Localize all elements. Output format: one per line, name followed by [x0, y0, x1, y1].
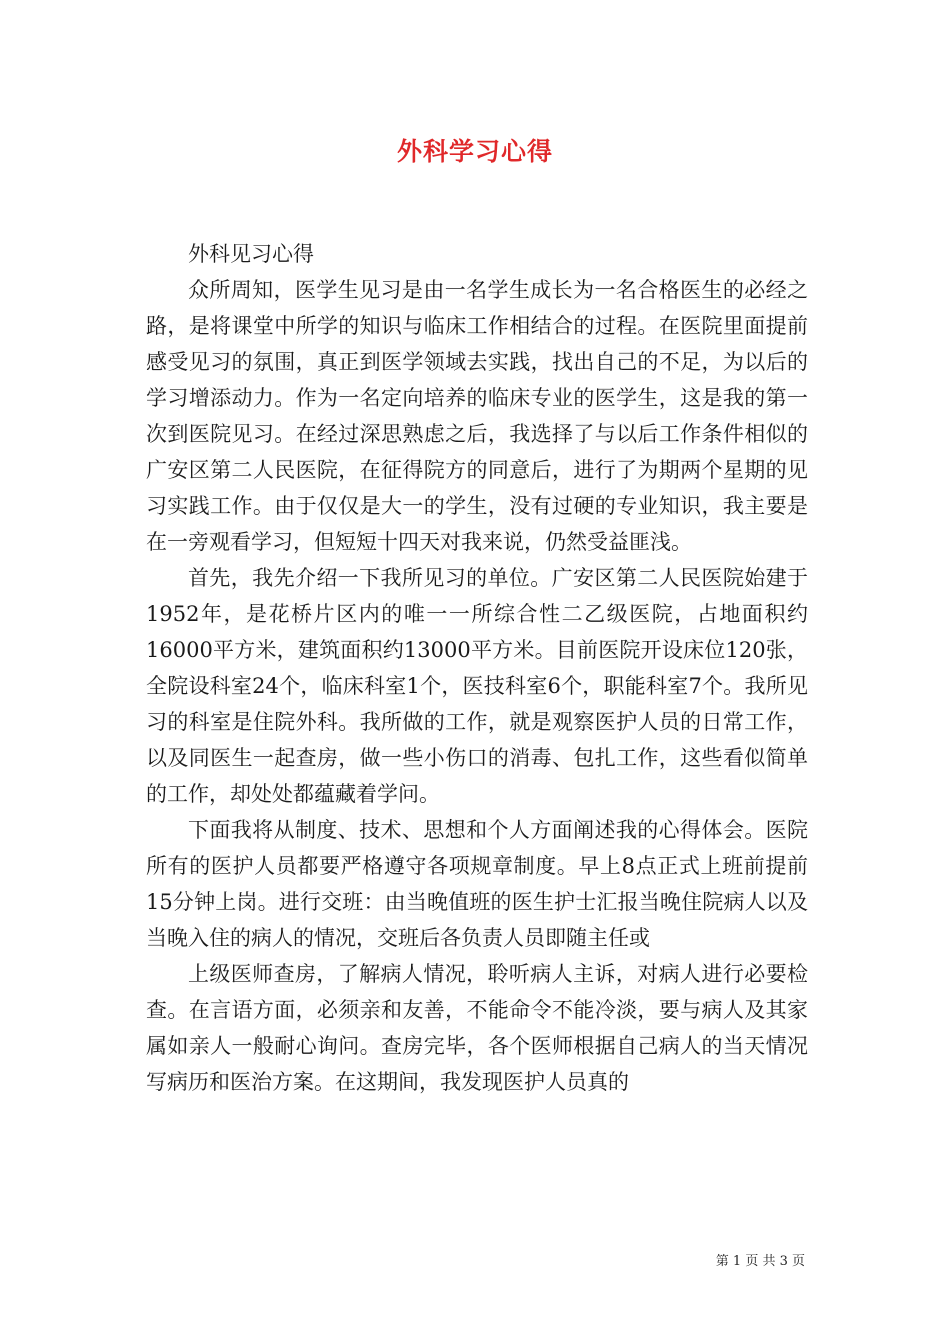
document-body	[146, 236, 808, 1100]
section-subtitle: 外科见习心得	[188, 242, 314, 266]
paragraph-continuation: 医院所有的医护人员都要严格遵守各项规章制度。早上8点正式上班前提前15分钟上岗。进行交班：由当晚值班的医生护士汇报当晚住院病人以及当晚入住的病人的情况，交班后各负责人员即随主任或	[146, 818, 809, 950]
paragraph: 上级医师查房，了解病人情况，聆听病人主诉，对病人进行必要检查。在言语方面，必须亲和友善，不能命令不能冷淡，要与病人及其家属如亲人一般耐心询问。查房完毕，各个医师根据自己病人的当天情况写病历和医治方案。在这期间，我发现医护人员真的	[146, 962, 808, 1094]
document-title: 外科学习心得	[396, 137, 553, 166]
paragraph	[146, 812, 808, 956]
paragraph: 众所周知，医学生见习是由一名学生成长为一名合格医生的必经之路，是将课堂中所学的知识与临床工作相结合的过程。在医院里面提前感受见习的氛围，真正到医学领域去实践，找出自己的不足，为以后的学习增添动力。作为一名定向培养的临床专业的医学生，这是我的第一次到医院见习。在经过深思熟虑之后，我选择了与以后工作条件相似的广安区第二人民医院，在征得院方的同意后，进行了为期两个星期的见习实践工作。由于仅仅是大一的学生，没有过硬的专业知识，我主要是在一旁观看学习，但短短十四天对我来说，仍然受益匪浅。	[146, 278, 808, 554]
page-number: 第 1 页 共 3 页	[715, 1254, 805, 1269]
paragraph: 首先，我先介绍一下我所见习的单位。广安区第二人民医院始建于1952年，是花桥片区内的唯一一所综合性二乙级医院，占地面积约16000平方米，建筑面积约13000平方米。目前医院开设床位120张，全院设科室24个，临床科室1个，医技科室6个，职能科室7个。我所见习的科室是住院外科。我所做的工作，就是观察医护人员的日常工作，以及同医生一起查房，做一些小伤口的消毒、包扎工作，这些看似简单的工作，却处处都蕴藏着学问。	[146, 566, 808, 806]
paragraph-text: 下面我将从制度、技术、思想和个人方面阐述我的心得体会。	[188, 818, 766, 842]
